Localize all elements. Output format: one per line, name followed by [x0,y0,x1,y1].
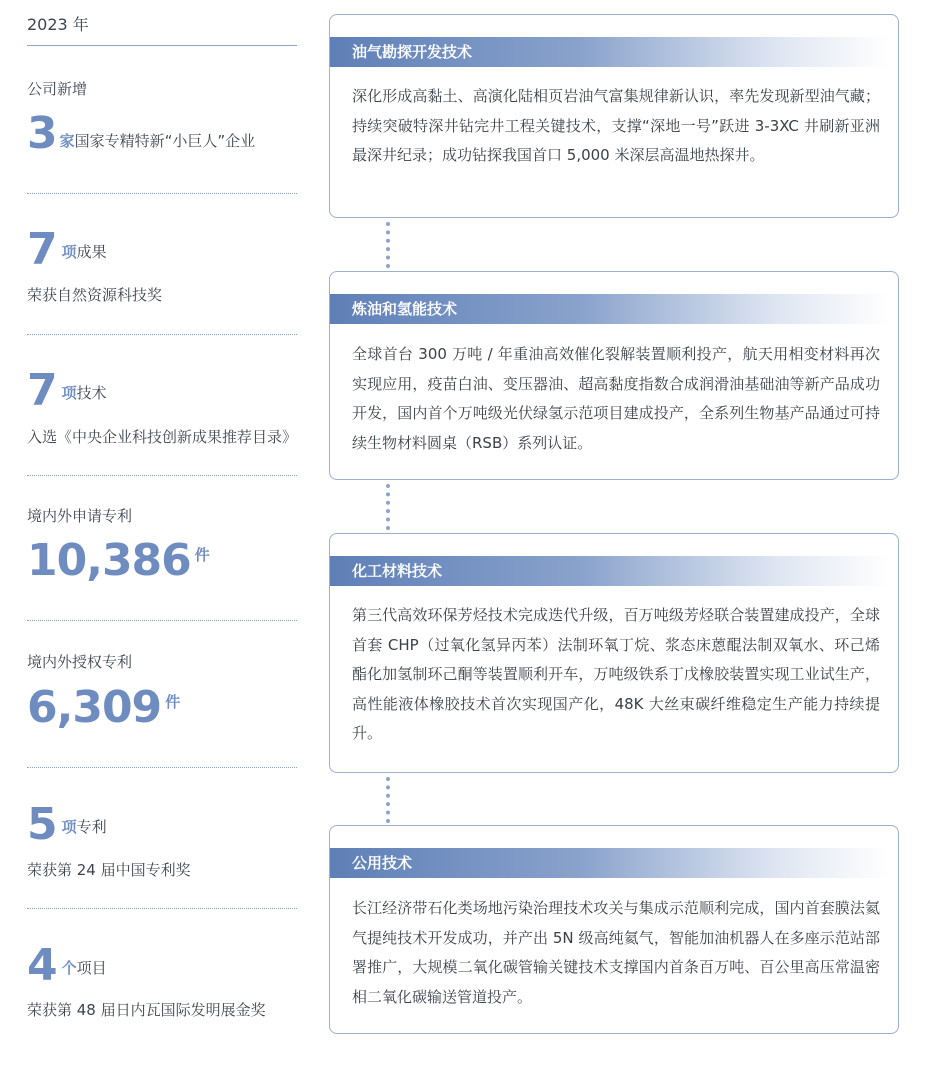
card-oil-gas [329,14,899,218]
stat-5-value [27,682,181,733]
card-body: 深化形成高黏土、高演化陆相页岩油气富集规律新认识，率先发现新型油气藏；持续突破特深井钻完井工程关键技术，支撑“深地一号”跃进 3-3XC 井刷新亚洲最深井纪录；成功钻探我国首口 5,000 米深层高温地热探井。 [352,87,880,164]
card-title: 炼油和氢能技术 [330,294,890,324]
stat-4-number: 10,386 [27,535,191,586]
card-body: 长江经济带石化类场地污染治理技术攻关与集成示范顺利完成，国内首套膜法氦气提纯技术开发成功，并产出 5N 级高纯氦气，智能加油机器人在多座示范站部署推广，大规模二氧化碳管输关键技术支撑国内首条百万吨、百公里高压常温密相二氧化碳输送管道投产。 [352,899,880,1006]
stat-6-number: 5 [27,799,58,850]
stat-6-label: 荣获第 24 届中国专利奖 [27,861,191,879]
stat-1-unit: 家 [59,132,75,150]
stat-4-label: 境内外申请专利 [27,507,133,525]
card-chemical-materials [329,533,899,773]
divider [27,620,297,621]
stat-4-unit: 件 [194,546,210,564]
stat-1-value [27,108,256,159]
stat-1-label: 公司新增 [27,80,88,98]
stat-1-desc: 国家专精特新“小巨人”企业 [74,132,256,150]
stat-3-number: 7 [27,365,58,416]
stat-3-unit: 项 [61,384,77,402]
connector [386,484,390,530]
divider [27,193,297,194]
stat-3-label: 入选《中央企业科技创新成果推荐目录》 [27,428,298,446]
stat-3-value [27,365,107,416]
card-utility-tech [329,825,899,1034]
stat-4-value [27,535,210,586]
stat-6-value [27,799,107,850]
stat-6-unit: 项 [61,818,77,836]
stat-5-unit: 件 [165,693,181,711]
card-title: 化工材料技术 [330,556,890,586]
connector [386,777,390,823]
stat-3-desc: 技术 [76,384,107,402]
stat-1-number: 3 [27,108,58,159]
stat-5-number: 6,309 [27,682,162,733]
stat-2-value [27,224,107,275]
divider [27,334,297,335]
stat-5-label: 境内外授权专利 [27,653,133,671]
stat-7-desc: 项目 [76,959,107,977]
card-title: 油气勘探开发技术 [330,37,890,67]
connector [386,222,390,268]
stat-6-desc: 专利 [76,818,107,836]
stat-2-desc: 成果 [76,243,107,261]
year-label: 2023 年 [27,15,89,34]
card-title: 公用技术 [330,848,890,878]
stat-7-unit: 个 [61,959,77,977]
card-body: 全球首台 300 万吨 / 年重油高效催化裂解装置顺利投产，航天用相变材料再次实现应用，疫苗白油、变压器油、超高黏度指数合成润滑油基础油等新产品成功开发，国内首个万吨级光伏绿氢示范项目建成投产，全系列生物基产品通过可持续生物材料圆桌（RSB）系列认证。 [352,345,880,452]
year-divider [27,45,297,46]
card-refining-hydrogen [329,271,899,480]
stat-7-value [27,940,107,991]
stat-7-label: 荣获第 48 届日内瓦国际发明展金奖 [27,1001,266,1019]
divider [27,475,297,476]
divider [27,908,297,909]
divider [27,767,297,768]
stat-2-number: 7 [27,224,58,275]
card-body: 第三代高效环保芳烃技术完成迭代升级，百万吨级芳烃联合装置建成投产，全球首套 CHP（过氧化氢异丙苯）法制环氧丁烷、浆态床蒽醌法制双氧水、环己烯酯化加氢制环己酮等装置顺利开车，万吨级铁系丁戊橡胶装置实现工业试生产，高性能液体橡胶技术首次实现国产化，48K 大丝束碳纤维稳定生产能力持续提升。 [352,606,880,742]
stat-2-unit: 项 [61,243,77,261]
stat-7-number: 4 [27,940,58,991]
stat-2-label: 荣获自然资源科技奖 [27,286,163,304]
